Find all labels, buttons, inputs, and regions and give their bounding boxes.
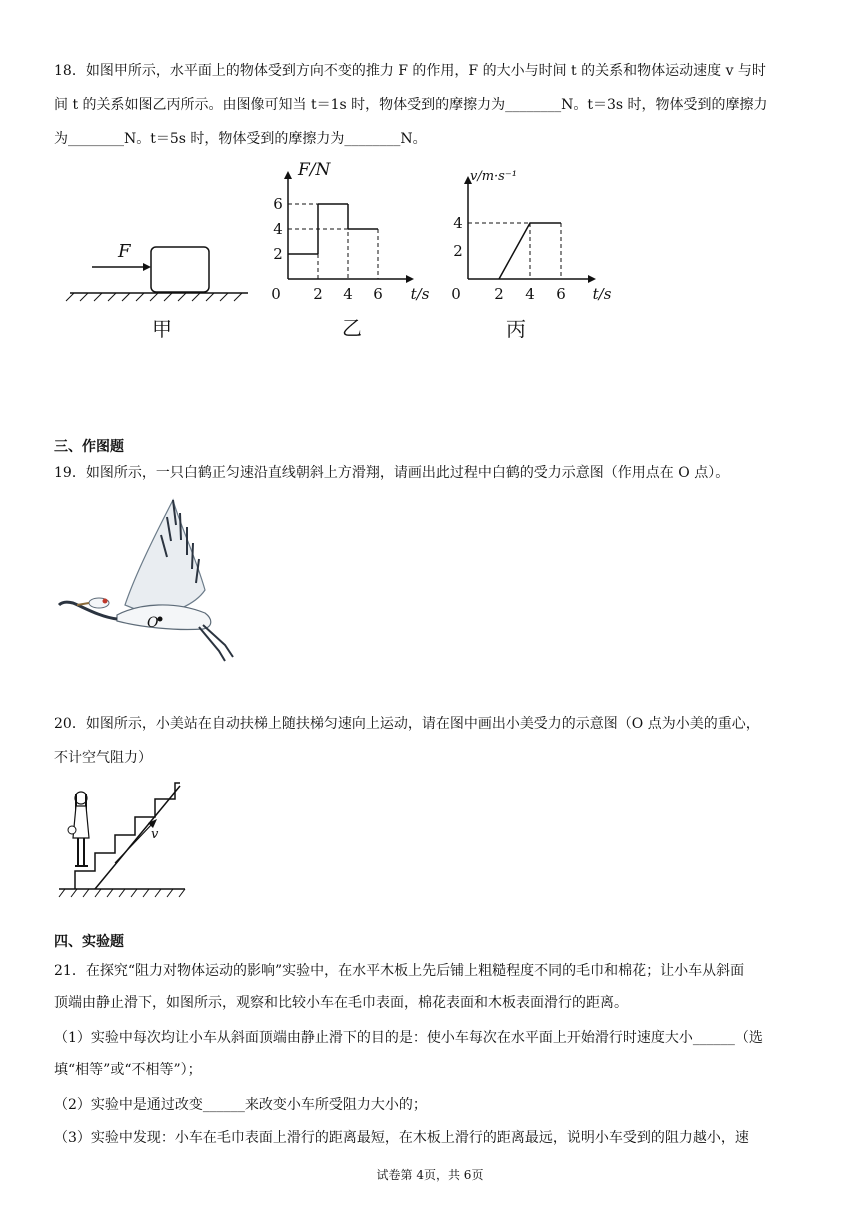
q18-line-2: 间 t 的关系如图乙丙所示。由图像可知当 t＝1s 时，物体受到的摩擦力为________N。t＝3s 时，物体受到的摩擦力 (54, 97, 768, 113)
y-tick-label: 6 (273, 195, 283, 213)
q21-line-2: 顶端由静止滑下，如图所示，观察和比较小车在毛巾表面，棉花表面和木板表面滑行的距离。 (54, 995, 628, 1011)
q21-line-3: （1）实验中每次均让小车从斜面顶端由静止滑下的目的是：使小车每次在水平面上开始滑行时速度大小______（选 (54, 1030, 763, 1046)
q21-line-5: （2）实验中是通过改变______来改变小车所受阻力大小的； (54, 1097, 427, 1113)
escalator-steps (75, 783, 180, 889)
caption-bing: 丙 (506, 317, 526, 341)
crane-beak (77, 603, 89, 605)
q18-line-1: 18．如图甲所示，水平面上的物体受到方向不变的推力 F 的作用，F 的大小与时间 t 的关系和物体运动速度 v 与时 (54, 63, 766, 79)
x-axis-label: t/s (592, 285, 612, 303)
x-axis-label: t/s (410, 285, 430, 303)
page-footer: 试卷第 4页，共 6页 (376, 1168, 484, 1182)
q20-line-1: 20．如图所示，小美站在自动扶梯上随扶梯匀速向上运动，请在图中画出小美受力的示意图（O 点为小美的重心， (54, 716, 760, 732)
figure-jia (60, 230, 260, 340)
x-axis-arrow (588, 275, 596, 283)
x-tick-label: 2 (313, 285, 323, 303)
ground-hatch (66, 293, 242, 301)
figure-bing (440, 168, 610, 346)
escalator-figure (55, 778, 205, 900)
crane-figure (55, 495, 240, 665)
crane-svg (55, 495, 240, 665)
q21-line-4: 填“相等”或“不相等”）； (54, 1062, 202, 1078)
y-tick-label: 2 (453, 242, 463, 260)
figure-jia-svg (60, 230, 260, 340)
girl-figure (68, 792, 89, 866)
crane-leg-1 (203, 625, 233, 657)
chart-f-t (260, 160, 430, 345)
section-3-title: 三、作图题 (54, 439, 124, 455)
escalator-ground-hatch (59, 889, 185, 897)
x-tick-label: 6 (556, 285, 566, 303)
figure-yi (260, 160, 430, 345)
y-axis-label: F/N (298, 160, 331, 180)
y-tick-label: 4 (453, 214, 463, 232)
caption-yi: 乙 (342, 316, 362, 340)
caption-jia: 甲 (152, 317, 172, 341)
point-o-label: O (147, 615, 159, 631)
y-tick-label: 4 (273, 220, 283, 238)
chart-v-t (440, 168, 610, 346)
x-tick-label: 4 (525, 285, 535, 303)
y-tick-label: 2 (273, 245, 283, 263)
x-tick-label: 6 (373, 285, 383, 303)
escalator-svg (55, 778, 205, 900)
q18-line-3: 为________N。t＝5s 时，物体受到的摩擦力为________N。 (54, 131, 427, 147)
origin-label: 0 (271, 285, 281, 303)
y-axis-label: v/m·s⁻¹ (470, 169, 517, 184)
section-4-title: 四、实验题 (54, 934, 124, 950)
q20-line-2: 不计空气阻力） (54, 750, 152, 766)
escalator-rail (95, 786, 180, 889)
crane-body (117, 605, 211, 630)
force-arrowhead (143, 263, 151, 271)
q19-text: 19．如图所示，一只白鹤正匀速沿直线朝斜上方滑翔，请画出此过程中白鹤的受力示意图（作用点在 O 点）。 (54, 465, 730, 481)
x-tick-label: 2 (494, 285, 504, 303)
y-axis-arrow (284, 171, 292, 179)
crane-crest (103, 599, 108, 604)
x-axis-arrow (406, 275, 414, 283)
velocity-label: v (151, 827, 159, 842)
x-tick-label: 4 (343, 285, 353, 303)
q21-line-1: 21．在探究“阻力对物体运动的影响”实验中，在水平木板上先后铺上粗糙程度不同的毛巾和棉花；让小车从斜面 (54, 963, 745, 979)
velocity-arrow (115, 823, 153, 863)
origin-label: 0 (451, 285, 461, 303)
force-label: F (118, 241, 131, 262)
q21-line-6: （3）实验中发现：小车在毛巾表面上滑行的距离最短，在木板上滑行的距离最远，说明小车受到的阻力越小，速 (54, 1130, 749, 1146)
block (151, 247, 209, 292)
